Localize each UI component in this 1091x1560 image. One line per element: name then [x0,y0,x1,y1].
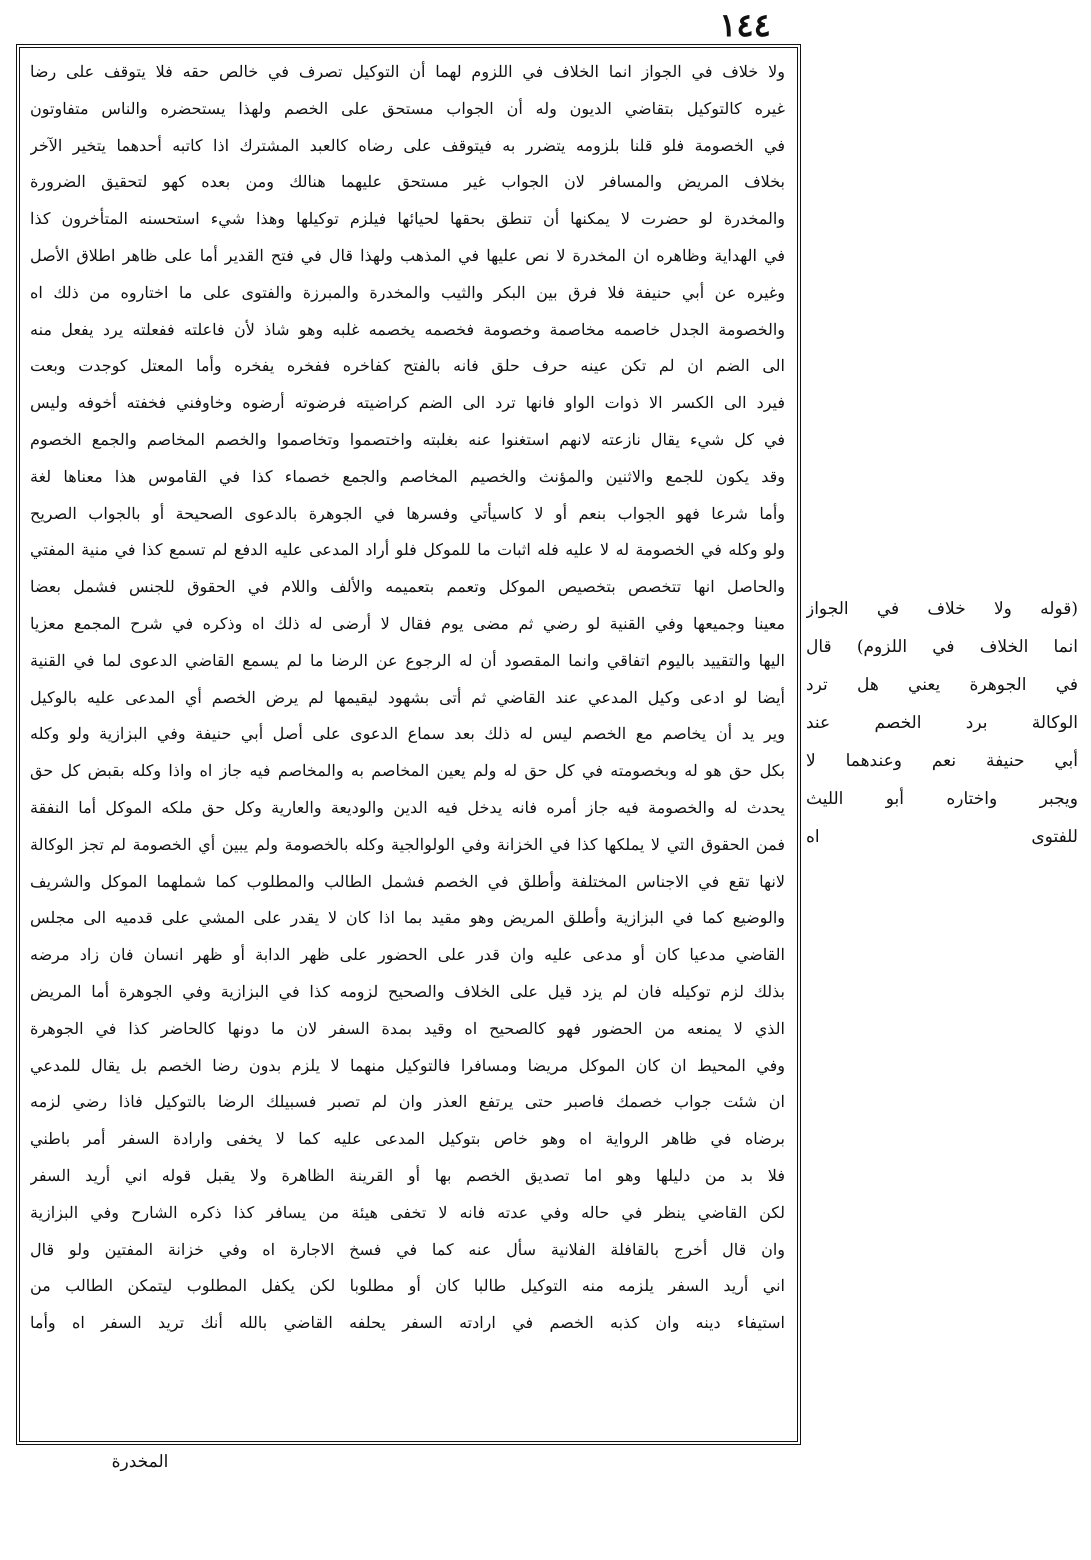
text-line: وان قال أخرج بالقافلة الفلانية سأل عنه كما في فسخ الاجارة اه وفي خزانة المفتين ولو قال [30,1239,785,1259]
text-line: بذلك لزم توكيله فان لم يزد قيل على الخلاف والصحيح لزومه كذا في البزازية وفي الجوهرة أما المريض [30,981,785,1001]
text-line: الى الضم ان لم تكن عينه حرف حلق فانه بالفتح كفاخره ففخره يفخره وأما المعتل كوجدت وبعت [30,356,785,376]
text-line: فلا بد من دليلها وهو اما تصديق الخصم بها أو القرينة الظاهرة ولا يقبل قوله اني أريد السفر [30,1165,785,1185]
text-line: اني أريد السفر يلزمه منه التوكيل طالبا كان أو مطلوبا لكن يكفل المطلوب ليتمكن الطالب من [30,1276,785,1296]
text-line: بخلاف المريض والمسافر لان الجواب غير مستحق عليهما هنالك ومن بعده كهو لتحقيق الضرورة [30,172,785,192]
text-line: بكل حق هو له وبخصومته في كل حق له ولم يعين المخاصم به والمخاصم فيه جاز اه واذا وكله بقبض كل حق [30,761,785,781]
text-line: والوضيع كما في البزازية وأطلق المريض وهو مقيد بما اذا كان لا يقدر على المشي على قدميه الى مجلس [30,908,785,928]
text-line: وغيره عن أبي حنيفة فلا فرق بين البكر والثيب والمخدرة والمبرزة والفتوى على ما اختاروه من ذلك اه [30,282,785,302]
text-line: اليها والتقييد باليوم اتفاقي وانما المقصود أن له الرجوع عن الرضا ما لم يسمع القاضي الدعوى لما في القنية [30,650,785,670]
text-line: وير يد أن يخاصم مع الخصم ليس له ذلك بعد سماع الدعوى على أصل أبي حنيفة وفي البزازية ولو وكله [30,724,785,744]
text-line: القاضي مدعيا كان أو مدعى عليه وان قدر على الحضور على ظهر الدابة أو ظهر انسان فان زاد مرضه [30,945,785,965]
text-line: الذي لا يمنعه من الحضور فهو كالصحيح اه وقيد بمدة السفر لان ما دونها كالحاضر كذا في الجوهرة [30,1018,785,1038]
margin-note-line: للفتوى اه [806,827,1078,847]
text-line: غيره كالتوكيل بتقاضي الديون وله أن الجواب مستحق على الخصم ولهذا يستحضره والناس متفاوتون [30,98,785,118]
text-line: في الخصومة فلو قلنا بلزومه يتضرر به فيتوقف على رضاه كالعبد المشترك اذا كاتبه أحدهما يتخير الآخر [30,135,785,155]
text-line: والمخدرة لو حضرت لا يمكنها أن تنطق بحقها لحيائها فيلزم توكيلها وهذا شيء استحسنه المتأخرون كذا [30,209,785,229]
text-line: في الهداية وظاهره ان المخدرة لا نص عليها في المذهب ولهذا قال في فتح القدير أما على ظاهر اطلاق الأصل [30,245,785,265]
text-line: يحدث له والخصومة فيه جاز أمره فانه يدخل فيه الدين والوديعة والعارية وكل حق ملكه الموكل أما النفقة [30,797,785,817]
margin-note-line: في الجوهرة يعني هل ترد [806,675,1078,695]
page-number: ١٤٤ [719,6,771,44]
text-line: معينا وجميعها وفي القنية لو رضي ثم مضى يوم فقال لا أرضى له ذلك اه وذكره في شرح المجمع معزيا [30,613,785,633]
text-line: وأما شرعا فهو الجواب بنعم أو لا كاسيأتي وفسرها في الجوهرة بالدعوى الصحيحة أو بالجواب الصريح [30,503,785,523]
catchword: المخدرة [111,1452,169,1472]
margin-note-line: الوكالة برد الخصم عند [806,713,1078,733]
text-line: أيضا لو ادعى وكيل المدعي عند القاضي ثم أتى بشهود ليقيمها لم يرض الخصم أي المدعى عليه بالوكيل [30,687,785,707]
text-line: وفي المحيط ان كان الموكل مريضا ومسافرا فالتوكيل منهما لا يلزم بدون رضا الخصم بل يقال للمدعي [30,1055,785,1075]
text-line: فيرد الى الكسر الا ذوات الواو فانها ترد الى الضم كراضيته فرضوته أرضوه وخاوفني فخفته أخوفه وليس [30,393,785,413]
text-line: في كل شيء يقال نازعته لانهم استغنوا عنه بغلبته واختصموا وتخاصموا والخصم المخاصم والجمع الخصوم [30,429,785,449]
text-line: استيفاء دينه وان كذبه الخصم في ارادته السفر يحلفه القاضي بالله أنك تريد السفر اه وأما [30,1313,785,1333]
text-line: لانها تقع في الاجناس المختلفة وأطلق في الخصم فشمل الطالب والمطلوب كما شملهما الموكل والشريف [30,871,785,891]
text-line: فمن الحقوق التي لا يملكها كذا في الخزانة وفي الولوالجية وكله بالخصومة ولم يبين أي الخصومة لم تجز الوكالة [30,834,785,854]
text-line: والخصومة الجدل خاصمه مخاصمة وخصومة فخصمه يخصمه غلبه وهو شاذ لأن فاعلته ففعلته يرد يفعل منه [30,319,785,339]
text-line: ان شئت جواب خصمك فاصبر حتى يرتفع العذر وان لم تصبر فسبيلك الرضا بالتوكيل فاذا رضي لزمه [30,1092,785,1112]
text-line: ولا خلاف في الجواز انما الخلاف في اللزوم لهما أن التوكيل تصرف في خالص حقه فلا يتوقف على رضا [30,62,785,81]
text-line: ولو وكله في الخصومة له لا عليه فله اثبات ما للموكل فلو أراد المدعى عليه الدفع لم تسمع كذا في منية المفتي [30,540,785,560]
text-line: لكن القاضي ينظر في حاله وفي عدته فانه لا تخفى هيئة من يسافر كذا ذكره الشارح وفي البزازية [30,1202,785,1222]
margin-note-line: (قوله ولا خلاف في الجواز [806,599,1078,619]
text-line: والحاصل انها تتخصص بتخصيص الموكل وتعمم بتعميمه والألف واللام في الحقوق للجنس فشمل بعضا [30,577,785,597]
main-text-block [30,54,785,1342]
margin-note-line: ويجبر واختاره أبو الليث [806,789,1078,809]
margin-commentary [806,590,1078,856]
margin-note-line: أبي حنيفة نعم وعندهما لا [806,751,1078,771]
text-line: وقد يكون للجمع والاثنين والمؤنث والخصيم المخاصم والجمع خصماء كذا في القاموس هذا معناها لغة [30,466,785,486]
text-line: برضاه في ظاهر الرواية اه وهو خاص بتوكيل المدعى عليه كما لا يخفى وارادة السفر أمر باطني [30,1129,785,1149]
margin-note-line: انما الخلاف في اللزوم) قال [806,637,1078,657]
